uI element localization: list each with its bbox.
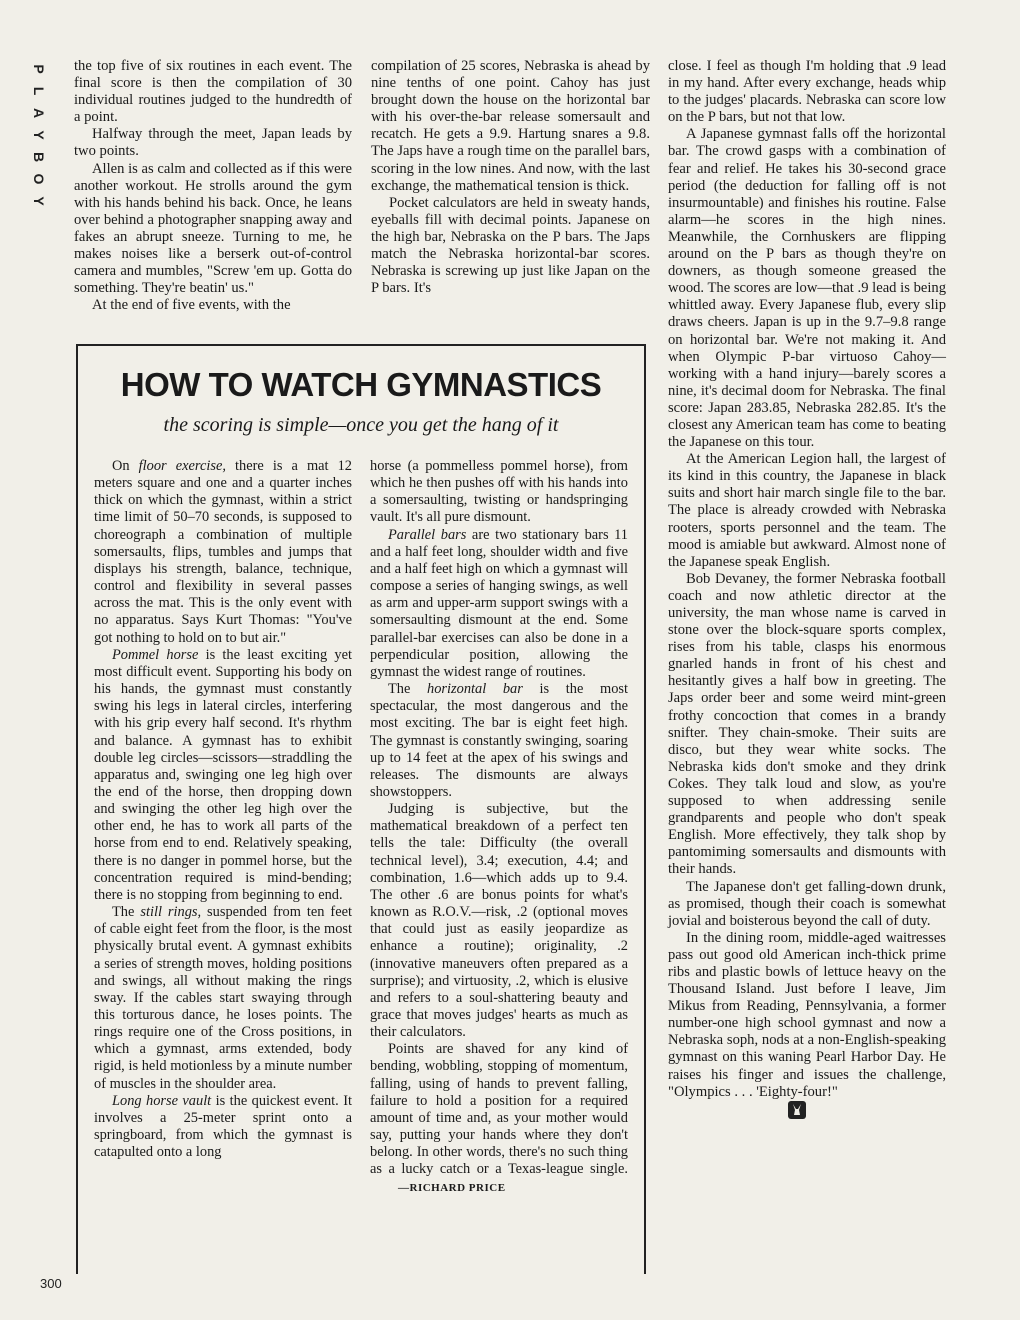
masthead-letter: Y: [31, 196, 47, 206]
paragraph-lead: On: [112, 458, 139, 474]
event-name: Parallel bars: [388, 526, 467, 543]
paragraph: Pocket calculators are held in sweaty hands, eyeballs fill with decimal points. Japanese on the high bar, Nebraska on the P bars. The Japs match the Nebraska horizontal-bar scores. Nebraska is screwing up just like Japan on the P bars. It's: [371, 194, 650, 297]
sidebar-paragraph: horse (a pommelless pommel horse), from which he then pushes off with his hands into a somersaulting, twisting or handspringing vault. It's all pure dismount.: [370, 458, 628, 526]
masthead-letter: O: [31, 173, 47, 185]
sidebar-paragraph: [94, 904, 352, 1093]
byline: —RICHARD PRICE: [398, 1181, 506, 1194]
paragraph-text: close. I feel as though I'm holding that .9 lead in my hand. After every exchange, heads whip to the judges' placards. Nebraska can score low on the P bars, but not that low.: [668, 58, 946, 126]
paragraph-text: there is a mat 12 meters square and one and a quarter inches thick on which the gymnast, within a strict time limit of 50–70 seconds, is supposed to choreograph a combination of multiple somersaults, flips, tumbles and jumps that displays his strength, balance, technique, control and flexibility in several passes across the mat. This is the only event with no apparatus. Says Kurt Thomas: "You've got nothing to hold on to but air.": [94, 458, 352, 646]
paragraph-lead: The: [388, 681, 428, 698]
paragraph: [668, 58, 946, 126]
masthead-letter: Y: [31, 130, 47, 140]
paragraph-text: are two stationary bars 11 and a half feet long, shoulder width and five and a half feet high on which a gymnast will compose a series of hanging swings, as well as arm and upper-arm support swings with a somersaulting dismount at the end. Some parallel-bar exercises can also be done in a perpendicular position, allowing the gymnast the widest range of routines.: [370, 526, 628, 680]
paragraph-text: suspended from ten feet of cable eight feet from the floor, is the most physically brutal event. A gymnast exhibits a series of strength moves, holding positions and swings, all without making the rings sway. If the cables start swaying through this torturous dance, he loses points. The rings require one of the Cross positions, in which a gymnast, arms extended, body rigid, is held motionless by a minute number of muscles in the shoulder area.: [94, 904, 352, 1092]
rabbit-head-end-mark-icon: [788, 1101, 806, 1119]
masthead-letter: A: [31, 107, 47, 119]
paragraph-text: is the quickest event. It involves a 25-meter sprint onto a springboard, from which the gymnast is catapulted onto a long: [94, 1092, 352, 1161]
event-name: Long horse vault: [112, 1092, 212, 1109]
article-column-3: [668, 58, 946, 1119]
event-name: horizontal bar: [427, 681, 523, 698]
event-name: still rings,: [140, 904, 202, 921]
sidebar-box: [76, 344, 646, 1274]
article-column-1: [74, 58, 352, 314]
sidebar-paragraph: [370, 681, 628, 801]
paragraph: Halfway through the meet, Japan leads by two points.: [74, 126, 352, 160]
paragraph: The Japanese don't get falling-down drunk, as promised, though their coach is somewhat jovial and boisterous beyond the call of duty.: [668, 878, 946, 929]
event-name: floor exercise,: [138, 458, 226, 474]
article-column-2: [371, 58, 650, 297]
masthead-letter: B: [31, 151, 47, 163]
sidebar-paragraph: [370, 1041, 628, 1196]
sidebar-paragraph: Judging is subjective, but the mathematical breakdown of a perfect ten tells the tale: Difficulty (the overall technical level), 3.4; execution, 4.4; and combination, 1.6—which adds up to 9.4. The other .6 are bonus points for what's known as R.O.V.—risk, .2 (optional moves that could just as easily jeopardize as enhance a routine); originality, .2 (innovative maneuvers often prepared as a surprise); and virtuosity, .2, which is elusive and refers to a soul-shattering beauty and grace that moves judges' hearts as much as their calculators.: [370, 801, 628, 1041]
sidebar-subtitle: the scoring is simple—once you get the hang of it: [163, 414, 559, 436]
masthead-playboy: [30, 58, 48, 212]
paragraph-lead: The: [112, 904, 141, 921]
sidebar-column-2: [370, 458, 628, 1197]
paragraph: In the dining room, middle-aged waitresses pass out good old American inch-thick prime ribs and plastic bowls of lettuce heavy on the Thousand Island. Just before I leave, Jim Mikus from Reading, Pennsylvania, a former number-one high school gymnast and now a Nebraska soph, nods at a non-English-speaking gymnast on this waning Pearl Harbor Day. He raises his finger and issues the challenge, "Olympics . . . 'Eighty-four!": [668, 929, 946, 1100]
paragraph-text: is the most spectacular, the most dangerous and the most exciting. The bar is eight feet high. The gymnast is constantly swinging, soaring up to 14 feet at the apex of his swings and releases. The dismounts are always showstoppers.: [370, 681, 628, 800]
paragraph-text: is the least exciting yet most difficult event. Supporting his body on his hands, the gymnast must constantly swing his legs in lateral circles, interfering with his grip every half second. It's rhythm and balance. A gymnast has to exhibit double leg circles—scissors—straddling the apparatus and, swinging one leg high over the end of the horse, then dropping down and swinging the other leg high over the other end, he has to work all parts of the horse from end to end. Relatively speaking, there is no danger in pommel horse, but the concentration required is mind-bending; there is no stopping from beginning to end.: [94, 646, 353, 903]
sidebar-paragraph: [94, 1093, 352, 1162]
masthead-letter: L: [31, 86, 47, 96]
paragraph: compilation of 25 scores, Nebraska is ahead by nine tenths of one point. Cahoy has just brought down the house on the horizontal bar with his over-the-bar release somersault and recatch. He gets a 9.9. Hartung snares a 9.8. The Japs have a rough time on the parallel bars, scoring in the low nines. And now, with the last exchange, the mathematical tension is thick.: [371, 58, 650, 194]
paragraph: Bob Devaney, the former Nebraska football coach and now athletic director at the university, the man whose name is carved in stone over the block-square sports complex, rises from his table, clasps his enormous gnarled hands in front of his chest and hesitantly gives a half bow in greeting. The Japs order beer and some weird mint-green frothy concoction that comes in a brandy snifter. They chain-smoke. Their suits are disco, but they wear white socks. The Nebraska kids don't smoke and they drink Cokes. They talk loud and slow, as you're supposed to when addressing senile grandparents and people who don't speak English. More effectively, they talk shop by pantomiming somersaults and dismounts with their hands.: [668, 570, 946, 878]
masthead-letter: P: [31, 64, 47, 74]
paragraph: At the end of five events, with the: [92, 297, 291, 314]
sidebar-paragraph: [94, 647, 352, 904]
sidebar-paragraph: [370, 527, 628, 681]
page-number: 300: [40, 1276, 62, 1291]
sidebar-title: HOW TO WATCH GYMNASTICS: [120, 366, 602, 403]
sidebar-paragraph: [94, 458, 352, 647]
event-name: Pommel horse: [112, 646, 199, 663]
paragraph: the top five of six routines in each event. The final score is then the compilation of 30 individual routines judged to the hundredth of a point.: [74, 58, 352, 126]
paragraph: At the American Legion hall, the largest of its kind in this country, the Japanese in black suits and short hair march single file to the bar. The place is already crowded with Nebraska rooters, sports personnel and the team. The mood is amiable but awkward. Almost none of the Japanese speak English.: [668, 451, 946, 570]
paragraph-text: Points are shaved for any kind of bending, wobbling, stopping of momentum, falling, using of hands to prevent falling, failure to hold a position for a required amount of time and, as your mother would say, putting your hands where they don't belong. In other words, there's no such thing as a lucky catch or a Texas-league single.: [370, 1041, 628, 1178]
sidebar-column-1: [94, 458, 352, 1161]
paragraph: Allen is as calm and collected as if this were another workout. He strolls around the gym with his hands behind his back. Once, he leans over behind a photographer snapping away and fakes an abrupt sneeze. Turning to me, he makes noises like a berserk out-of-control camera and mumbles, "Screw 'em up. Gotta do something. They're beatin' us.": [74, 160, 352, 297]
paragraph: A Japanese gymnast falls off the horizontal bar. The crowd gasps with a combination of fear and relief. He takes his 30-second grace period (the deduction for falling off is not insurmountable) and finishes his routine. False alarm—he scores in the high nines. Meanwhile, the Cornhuskers are flipping around on the P bars as though they're on downers, as though someone greased the wood. The scores are low—that .9 lead is being whittled away. Every Japanese flub, every slip draws cheers. Japan is up in the 9.7–9.8 range on horizontal bar. We're not making it. And when Olympic P-bar virtuoso Cahoy—working with a hand injury—barely scores a nine, it's decimal doom for Nebraska. The final score: Japan 283.85, Nebraska 282.85. It's the closest any American team has come to beating the Japanese on this tour.: [668, 126, 946, 451]
